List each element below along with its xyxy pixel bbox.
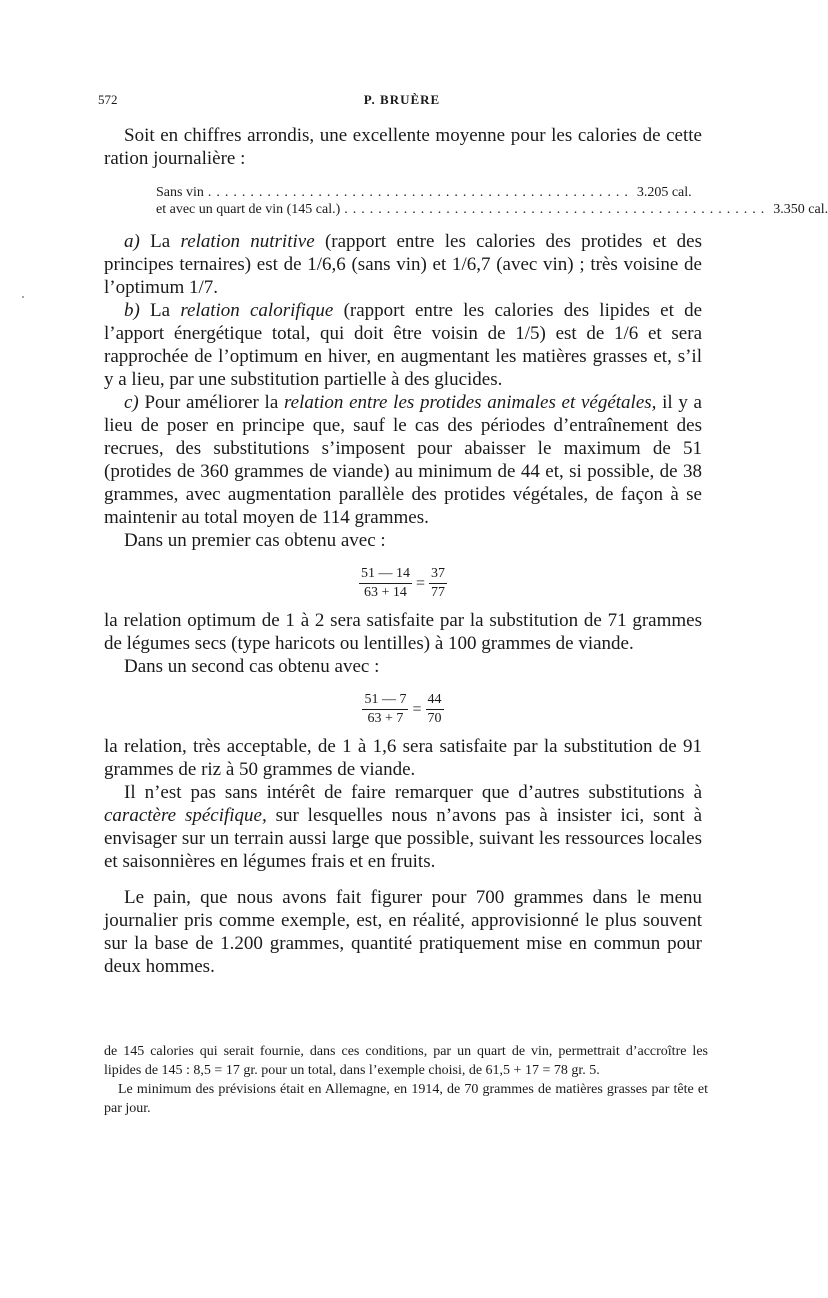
remark-text: sur lesquelles nous n’avons pas à insister ici, sont à envisager sur un terrain aussi large que possible, suivant les ressources locales et saisonnières en légumes frais et en fruits.: [104, 805, 703, 872]
numerator: 37: [429, 566, 447, 584]
numerator: 44: [426, 692, 444, 710]
table-row: [156, 184, 692, 201]
first-case-result: la relation optimum de 1 à 2 sera satisfaite par la substitution de 71 grammes de légumes secs (type haricots ou lentilles) à 100 grammes de viande.: [104, 610, 702, 654]
footnotes: [104, 1042, 708, 1118]
fraction: [426, 692, 444, 727]
footnote-minimum: Le minimum des prévisions était en Allemagne, en 1914, de 70 grammes de matières grasses par tête et par jour.: [104, 1082, 708, 1116]
denominator: 63 + 7: [367, 711, 404, 726]
remark-lead: Il n’est pas sans intérêt de faire remarquer que d’autres substitutions à: [124, 782, 702, 803]
second-case-intro: Dans un second cas obtenu avec :: [124, 656, 380, 677]
point-letter: b): [124, 300, 140, 321]
remark-term: caractère spécifique,: [104, 805, 267, 826]
intro-paragraph: Soit en chiffres arrondis, une excellente moyenne pour les calories de cette ration journalière :: [104, 125, 702, 169]
remark-paragraph: [104, 781, 702, 873]
point-b-paragraph: [104, 299, 702, 391]
point-c-paragraph: [104, 391, 702, 529]
page-header: [98, 92, 706, 112]
row-label: et avec un quart de vin (145 cal.): [156, 202, 341, 217]
row-value: 3.205 cal.: [636, 185, 692, 200]
leader-dots: ..................................................: [344, 202, 770, 217]
main-text: [104, 124, 828, 978]
row-label: Sans vin: [156, 185, 204, 200]
formula-1: [104, 566, 702, 601]
print-speck: [22, 296, 24, 298]
calorie-table: [156, 184, 828, 218]
numerator: 51 — 7: [362, 692, 408, 710]
fraction: [359, 566, 412, 601]
point-text: (rapport entre les calories des protides et des principes ternaires) est de 1/6,6 (sans vin) et 1/6,7 (avec vin) ; très voisine de l’optimum 1/7.: [104, 231, 703, 298]
point-letter: c): [124, 392, 139, 413]
point-term: relation nutritive: [180, 231, 315, 252]
page-number: 572: [98, 92, 118, 107]
row-value: 3.350 cal.: [773, 202, 828, 217]
denominator: 70: [427, 711, 442, 726]
point-letter: a): [124, 231, 140, 252]
point-text: il y a lieu de poser en principe que, sauf le cas des périodes d’entraînement des recrues, des substitutions s’imposent pour abaisser le maximum de 51 (protides de 360 grammes de viande) au minimum de 44 et, si possible, de 38 grammes, avec augmentation parallèle des protides végétales, de façon à se maintenir au total moyen de 114 grammes.: [104, 392, 702, 528]
point-a-paragraph: [104, 230, 702, 299]
running-title: P. BRUÈRE: [363, 92, 441, 107]
numerator: 51 — 14: [359, 566, 412, 584]
fraction: [429, 566, 447, 601]
point-lead: La: [150, 231, 171, 252]
equals-sign: =: [412, 701, 422, 718]
table-row: [156, 201, 828, 218]
denominator: 77: [431, 585, 446, 600]
fraction: [362, 692, 408, 727]
equals-sign: =: [415, 575, 426, 592]
point-term: relation entre les protides animales et végétales,: [283, 392, 657, 413]
point-term: relation calorifique: [180, 300, 334, 321]
footnote-continued: de 145 calories qui serait fournie, dans ces conditions, par un quart de vin, permettrait d’accroître les lipides de 145 : 8,5 = 17 gr. pour un total, dans l’exemple choisi, de 61,5 + 17 = 78 gr. 5.: [104, 1044, 708, 1078]
second-case-result: la relation, très acceptable, de 1 à 1,6 sera satisfaite par la substitution de 91 grammes de riz à 50 grammes de viande.: [104, 736, 702, 780]
first-case-intro: Dans un premier cas obtenu avec :: [124, 530, 386, 551]
bread-paragraph: Le pain, que nous avons fait figurer pour 700 grammes dans le menu journalier pris comme exemple, est, en réalité, approvisionné le plus souvent sur la base de 1.200 grammes, quantité pratiquement mise en commun pour deux hommes.: [104, 887, 702, 977]
leader-dots: ..................................................: [207, 185, 633, 200]
point-lead: La: [150, 300, 171, 321]
denominator: 63 + 14: [364, 585, 407, 600]
point-text: (rapport entre les calories des lipides et de l’apport énergétique total, qui doit être voisin de 1/5) est de 1/6 et sera rapprochée de l’optimum en hiver, en augmentant les matières grasses et, s’il y a lieu, par une substitution partielle à des glucides.: [104, 300, 703, 390]
point-lead: Pour améliorer la: [144, 392, 279, 413]
formula-2: [104, 692, 702, 727]
